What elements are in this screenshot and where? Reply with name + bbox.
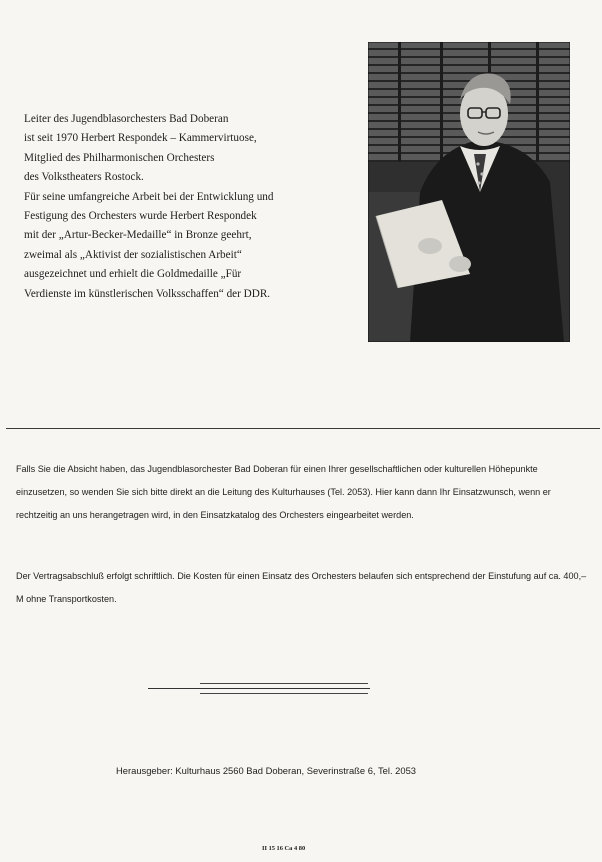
bio-line: des Volkstheaters Rostock. (24, 171, 144, 184)
conductor-bio (24, 110, 354, 304)
bio-line: Festigung des Orchesters wurde Herbert Respondek (24, 210, 257, 223)
booking-info-paragraph: Falls Sie die Absicht haben, das Jugendblasorchester Bad Doberan für einen Ihrer gesellschaftlichen oder kulturellen Höhepunkte einzusetzen, so wenden Sie sich bitte direkt an die Leitung des Kulturhauses (Tel. 2053). Hier kann dann Ihr Einsatzwunsch, wenn er rechtzeitig an uns herangetragen wird, in den Einsatzkatalog des Orchesters eingearbeitet werden. (16, 464, 551, 521)
bio-line: Mitglied des Philharmonischen Orchesters (24, 151, 215, 164)
bio-line: ist seit 1970 Herbert Respondek – Kammervirtuose, (24, 132, 257, 145)
print-code: II 15 16 Ca 4 80 (262, 845, 306, 852)
conductor-photo-illustration (368, 42, 570, 342)
publisher-line: Herausgeber: Kulturhaus 2560 Bad Doberan, Severinstraße 6, Tel. 2053 (116, 765, 417, 776)
conductor-photo (368, 42, 570, 342)
bio-line: Verdienste im künstlerischen Volksschaffen“ der DDR. (24, 287, 271, 300)
contract-info-paragraph: Der Vertragsabschluß erfolgt schriftlich. Die Kosten für einen Einsatz des Orchesters belaufen sich entsprechend der Einstufung auf ca. 400,– M ohne Transportkosten. (16, 571, 587, 605)
bio-line: ausgezeichnet und erhielt die Goldmedaille „Für (24, 268, 242, 281)
section-divider (6, 428, 600, 429)
bio-line: Für seine umfangreiche Arbeit bei der Entwicklung und (24, 190, 274, 203)
bio-line: mit der „Artur-Becker-Medaille“ in Bronze geehrt, (24, 229, 252, 242)
bio-line: Leiter des Jugendblasorchesters Bad Doberan (24, 113, 229, 125)
bio-line: zweimal als „Aktivist der sozialistischen Arbeit“ (24, 248, 242, 261)
decorative-rule (148, 680, 370, 698)
